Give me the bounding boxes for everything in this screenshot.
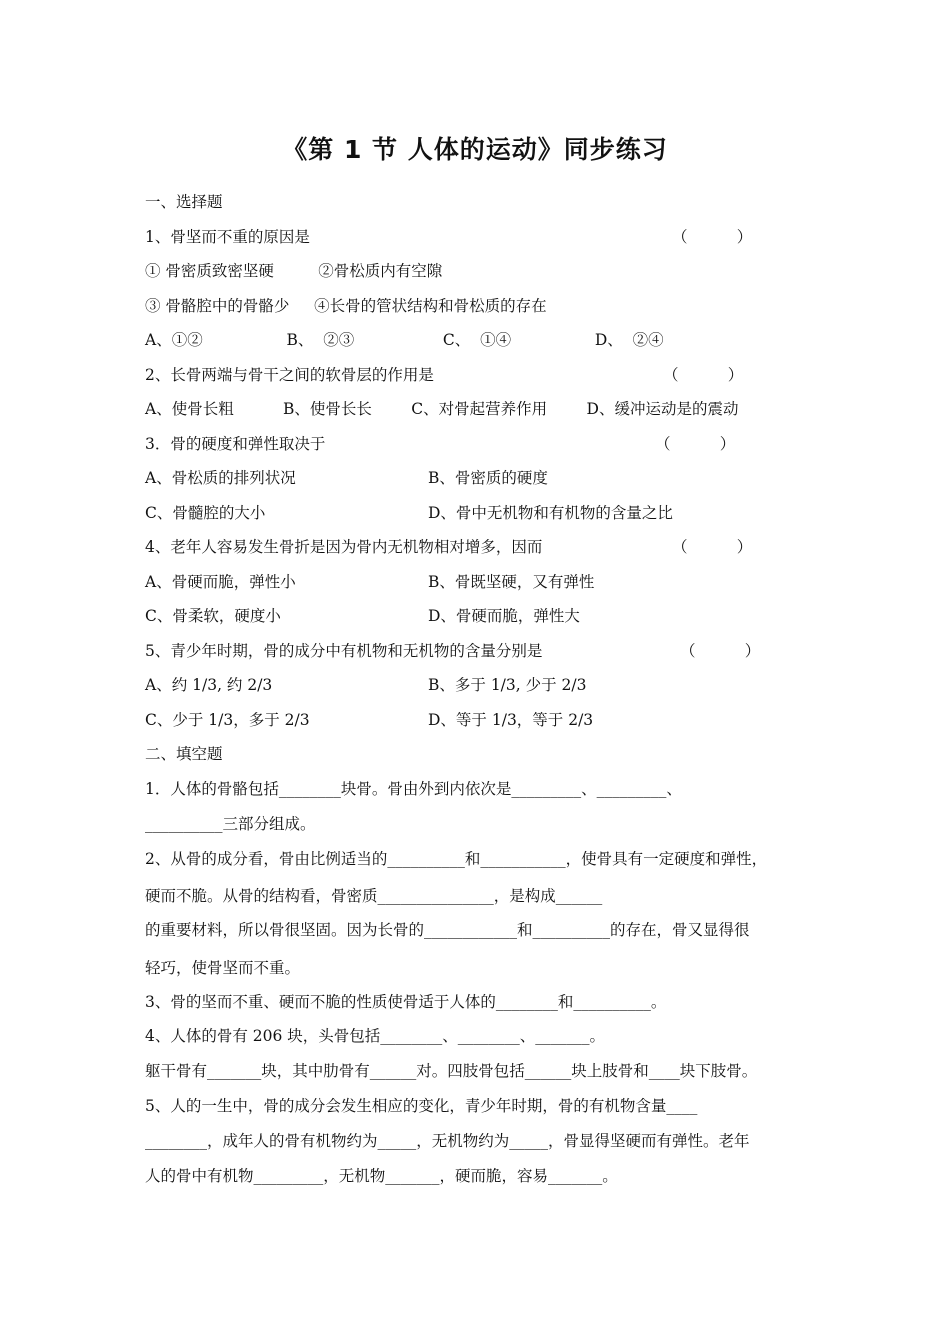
question-5-option-c: C、少于 1/3，多于 2/3 — [145, 711, 310, 729]
question-5-stem: 5、青少年时期，骨的成分中有机物和无机物的含量分别是 — [145, 642, 543, 660]
section-heading-choice: 一、选择题 — [145, 193, 223, 211]
fill-5-line-1: 5、人的一生中，骨的成分会发生相应的变化，青少年时期，骨的有机物含量____ — [145, 1097, 698, 1115]
fill-3: 3、骨的坚而不重、硬而不脆的性质使骨适于人体的________和__________。 — [145, 993, 667, 1011]
section-heading-fill: 二、填空题 — [145, 745, 223, 763]
fill-1-line-2: __________三部分组成。 — [145, 815, 316, 833]
answer-paren-1[interactable]: （ ） — [672, 228, 753, 246]
question-5-option-b: B、多于 1/3, 少于 2/3 — [428, 676, 587, 694]
question-4-option-a: A、骨硬而脆，弹性小 — [145, 573, 296, 591]
question-1-statement-b: ③ 骨骼腔中的骨骼少 ④长骨的管状结构和骨松质的存在 — [145, 297, 547, 315]
question-5-option-d: D、等于 1/3，等于 2/3 — [428, 711, 594, 729]
question-1-statement-a: ① 骨密质致密坚硬 ②骨松质内有空隙 — [145, 262, 443, 280]
question-4-option-b: B、骨既坚硬，又有弹性 — [428, 573, 595, 591]
answer-paren-4[interactable]: （ ） — [672, 538, 753, 556]
fill-4-line-1: 4、人体的骨有 206 块，头骨包括________、________、_______。 — [145, 1027, 606, 1045]
question-4-stem: 4、老年人容易发生骨折是因为骨内无机物相对增多，因而 — [145, 538, 543, 556]
question-2-options: A、使骨长粗 B、使骨长长 C、对骨起营养作用 D、缓冲运动是的震动 — [145, 400, 739, 418]
fill-4-line-2: 躯干骨有_______块，其中肋骨有______对。四肢骨包括______块上肢骨和____块下肢骨。 — [145, 1062, 758, 1080]
question-3-stem: 3．骨的硬度和弹性取决于 — [145, 435, 326, 453]
question-3-option-b: B、骨密质的硬度 — [428, 469, 548, 487]
question-3-option-d: D、骨中无机物和有机物的含量之比 — [428, 504, 673, 522]
question-4-option-d: D、骨硬而脆，弹性大 — [428, 607, 580, 625]
fill-1-line-1: 1．人体的骨骼包括________块骨。骨由外到内依次是_________、_________、 — [145, 780, 682, 798]
question-3-option-a: A、骨松质的排列状况 — [145, 469, 296, 487]
answer-paren-5[interactable]: （ ） — [680, 642, 761, 660]
question-4-option-c: C、骨柔软，硬度小 — [145, 607, 281, 625]
fill-2-line-1: 2、从骨的成分看，骨由比例适当的__________和___________，使骨具有一定硬度和弹性， — [145, 850, 768, 868]
fill-2-line-3: 的重要材料，所以骨很坚固。因为长骨的____________和__________的存在，骨又显得很 — [145, 921, 750, 939]
fill-5-line-2: ________，成年人的骨有机物约为_____，无机物约为_____，骨显得坚硬而有弹性。老年 — [145, 1132, 750, 1150]
fill-2-line-2: 硬而不脆。从骨的结构看，骨密质_______________，是构成______ — [145, 887, 603, 905]
answer-paren-2[interactable]: （ ） — [663, 366, 744, 384]
question-1-options: A、①② B、 ②③ C、 ①④ D、 ②④ — [145, 331, 664, 349]
question-1-stem: 1、骨坚而不重的原因是 — [145, 228, 310, 246]
question-2-stem: 2、长骨两端与骨干之间的软骨层的作用是 — [145, 366, 434, 384]
fill-2-line-4: 轻巧，使骨坚而不重。 — [145, 959, 301, 977]
question-3-option-c: C、骨髓腔的大小 — [145, 504, 266, 522]
answer-paren-3[interactable]: （ ） — [655, 435, 736, 453]
page-title: 《第 1 节 人体的运动》同步练习 — [282, 135, 668, 164]
fill-5-line-3: 人的骨中有机物_________，无机物_______，硬而脆，容易_______。 — [145, 1167, 618, 1185]
question-5-option-a: A、约 1/3, 约 2/3 — [145, 676, 273, 694]
